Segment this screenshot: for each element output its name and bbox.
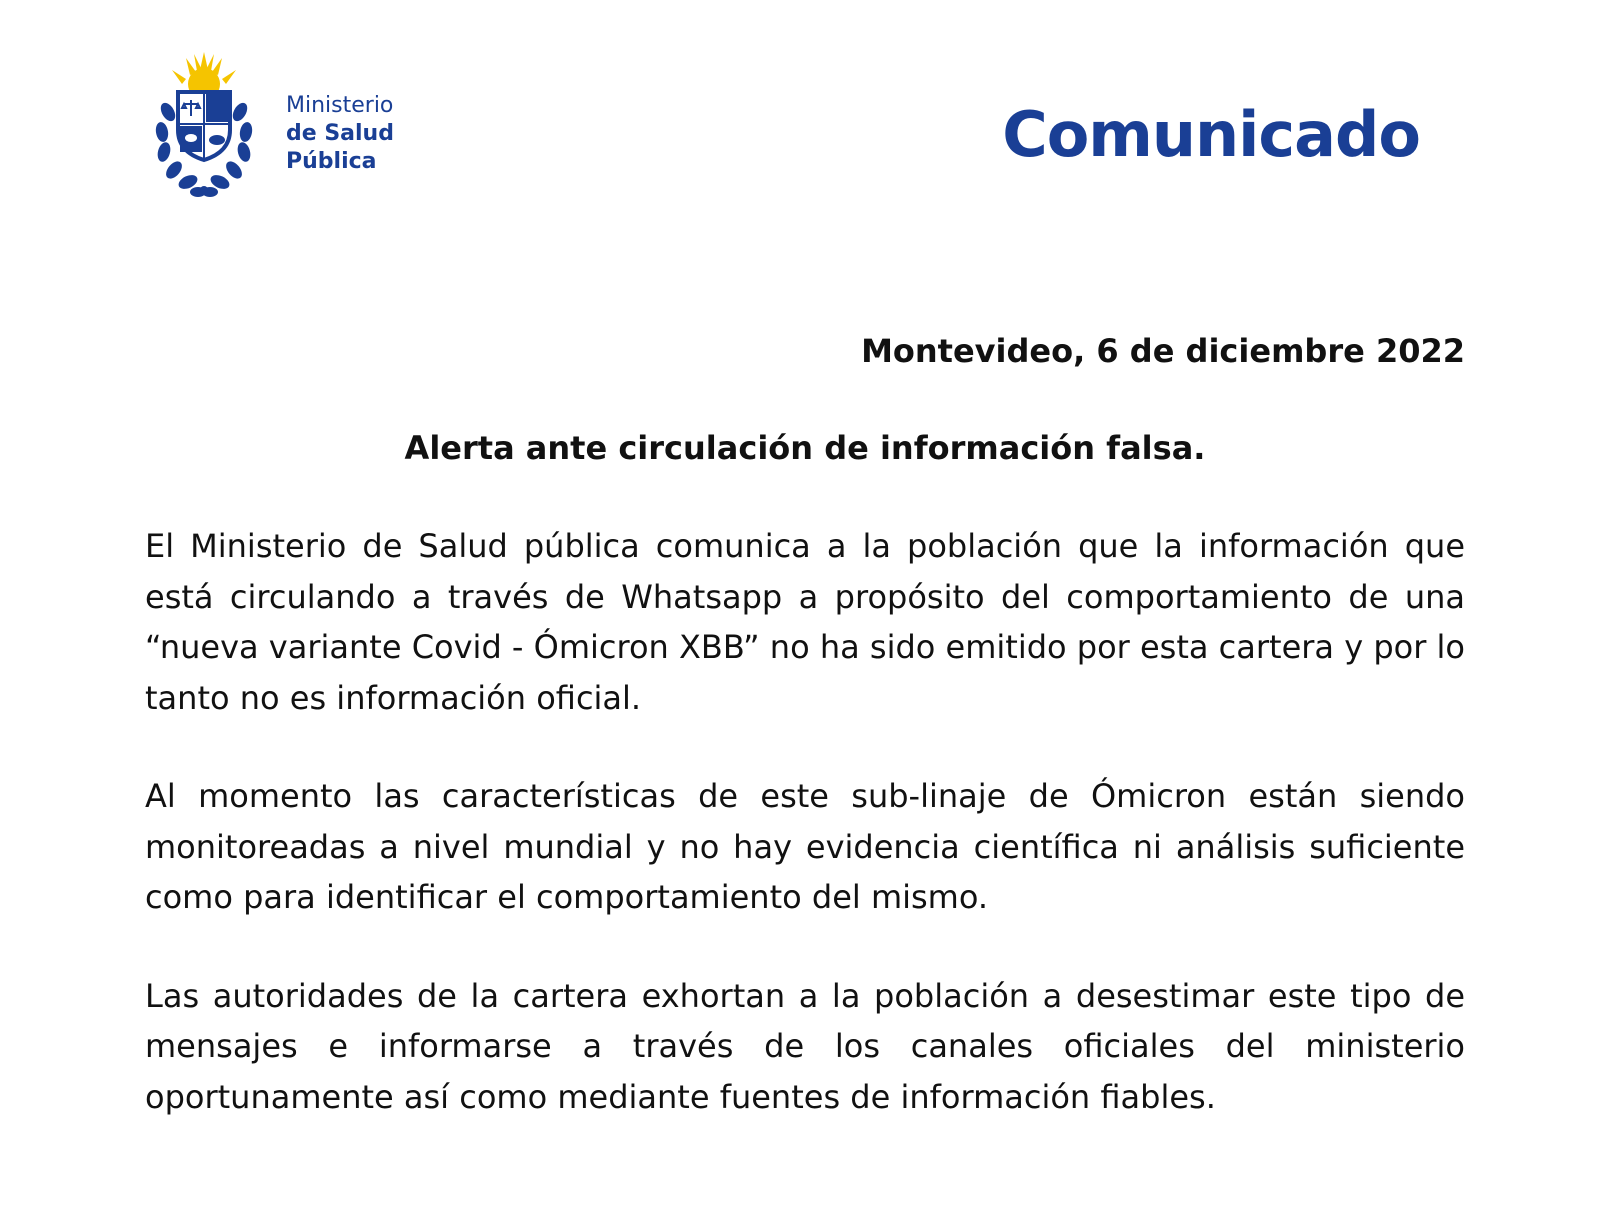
ministry-name-line1: Ministerio — [286, 93, 394, 118]
ministry-name-line2: de Salud — [286, 121, 394, 146]
body-paragraph: Al momento las características de este sub-linaje de Ómicron están siendo monitoreadas a nivel mundial y no hay evidencia científica ni análisis suficiente como para identificar el comportamiento del mismo. — [145, 777, 1465, 916]
ministry-name-line3: Pública — [286, 149, 377, 174]
ministry-logo — [148, 52, 418, 200]
body-paragraph: El Ministerio de Salud pública comunica a la población que la información que está circulando a través de Whatsapp a propósito del comportamiento de una “nueva variante Covid - Ómicron XBB” no ha sido emitido por esta cartera y por lo tanto no es información oficial. — [145, 527, 1465, 717]
coat-of-arms-icon — [148, 52, 260, 200]
document-body — [145, 330, 1465, 1122]
document-date: Montevideo, 6 de diciembre 2022 — [861, 332, 1465, 370]
body-paragraph: Las autoridades de la cartera exhortan a la población a desestimar este tipo de mensajes e informarse a través de los canales oficiales del ministerio oportunamente así como mediante fuentes de información fiables. — [145, 976, 1465, 1116]
ministry-name — [286, 92, 394, 176]
document-type-heading: Comunicado — [1002, 98, 1420, 171]
document-title: Alerta ante circulación de información falsa. — [404, 429, 1206, 467]
document-header — [0, 0, 1616, 220]
